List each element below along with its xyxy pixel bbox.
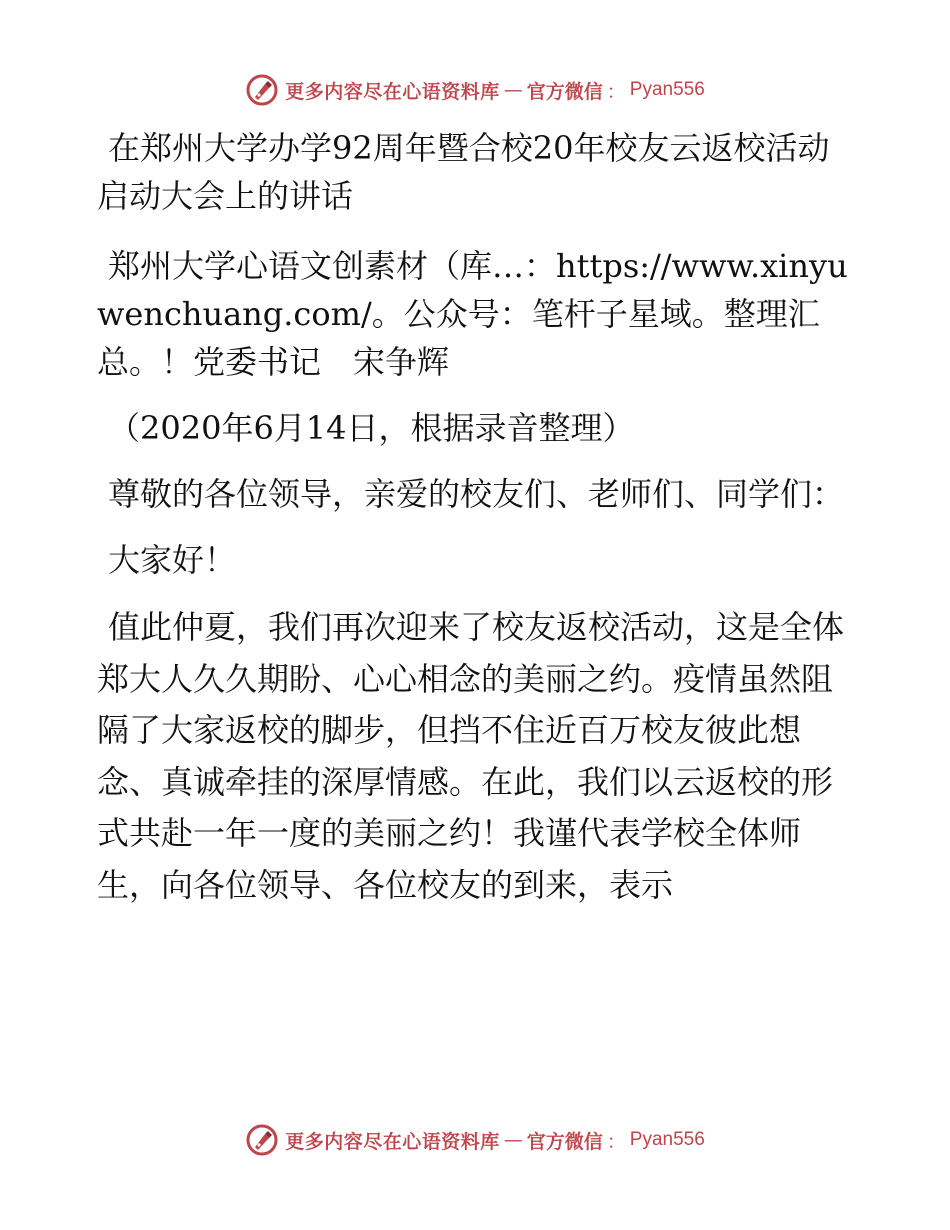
- banner-primary-text: 更多内容尽在心语资料库: [285, 1130, 500, 1153]
- banner-wechat-id: Pyan556: [629, 79, 705, 100]
- salutation: 尊敬的各位领导，亲爱的校友们、老师们、同学们：: [108, 475, 845, 513]
- banner-colon: ：: [606, 1130, 626, 1153]
- banner-separator: —: [503, 1129, 523, 1151]
- body-paragraph: 值此仲夏，我们再次迎来了校友返校活动，这是全体郑大人久久期盼、心心相念的美丽之约。疫情虽然阻隔了大家返校的脚步，但挡不住近百万校友彼此想念、真诚牵挂的深厚情感。在此，我们以云返校的形式共赴一年一度的美丽之约！我谨代表学校全体师生，向各位领导、各位校友的到来，表示: [97, 608, 845, 904]
- banner-colon: ：: [606, 80, 626, 103]
- date-note: （2020年6月14日，根据录音整理）: [108, 409, 635, 447]
- banner-primary-text: 更多内容尽在心语资料库: [285, 80, 500, 103]
- greeting: 大家好！: [108, 541, 237, 579]
- pen-nib-circle-icon: [245, 73, 279, 107]
- document-title: 在郑州大学办学92周年暨合校20年校友云返校活动启动大会上的讲话: [97, 129, 830, 215]
- header-banner: [0, 70, 950, 110]
- banner-secondary-text: 官方微信: [526, 80, 603, 103]
- footer-banner: [0, 1120, 950, 1160]
- banner-wechat-id: Pyan556: [629, 1129, 705, 1150]
- pen-nib-circle-icon: [245, 1123, 279, 1157]
- source-line: 郑州大学心语文创素材（库…：https://www.xinyuwenchuang.com/。公众号：笔杆子星域。整理汇总。！党委书记 宋争辉: [97, 247, 848, 381]
- banner-secondary-text: 官方微信: [526, 1130, 603, 1153]
- document-body: [97, 124, 857, 929]
- banner-separator: —: [503, 79, 523, 101]
